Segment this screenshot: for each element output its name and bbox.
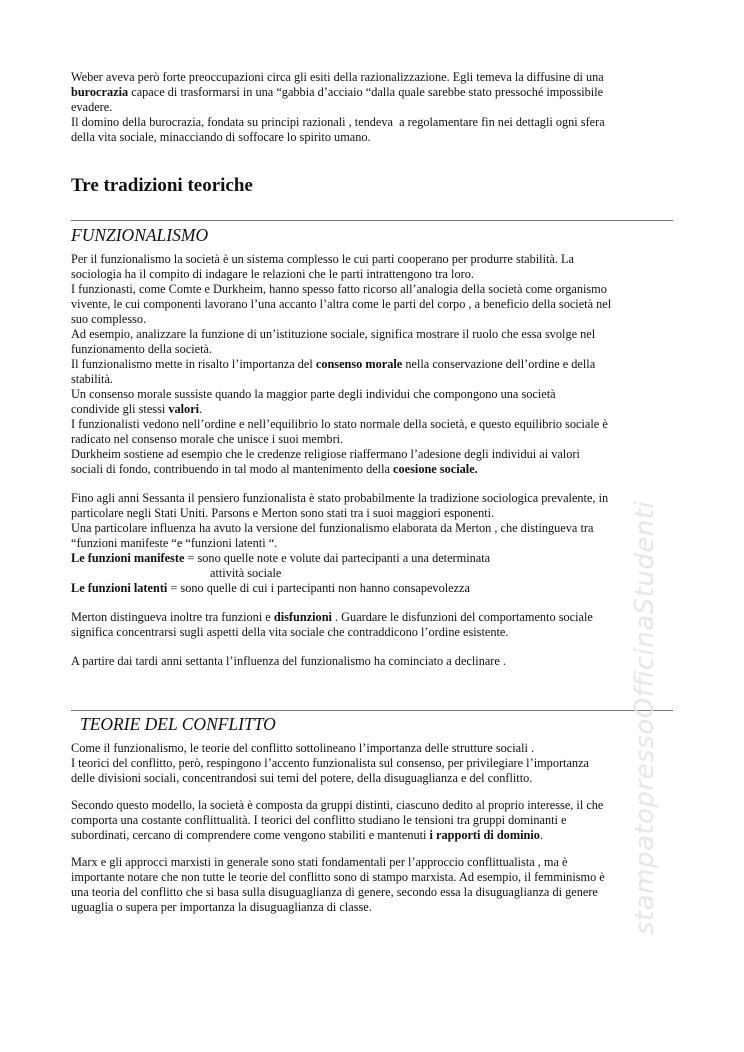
section-body-funzionalismo <box>71 252 681 669</box>
text-line <box>71 610 681 625</box>
text-line <box>71 252 681 267</box>
text-run: . <box>199 402 203 416</box>
text-line <box>71 654 681 669</box>
text-run: attività sociale <box>210 566 282 580</box>
text-line <box>71 282 681 297</box>
page-heading: Tre tradizioni teoriche <box>71 175 253 196</box>
text-run: una teoria del conflitto che si basa sulla disuguaglianza di genere, secondo essa la disuguaglianza di genere <box>71 885 598 899</box>
text-line <box>71 85 681 100</box>
bold-term: Le funzioni latenti <box>71 581 168 595</box>
text-run: funzionamento della società. <box>71 342 213 356</box>
text-run: stabilità. <box>71 372 114 386</box>
text-line <box>71 566 681 581</box>
text-run: radicato nel consenso morale che unisce i suoi membri. <box>71 432 344 446</box>
text-line <box>71 506 681 521</box>
bold-term: Le funzioni manifeste <box>71 551 185 565</box>
text-run: Un consenso morale sussiste quando la maggior parte degli individui che compongono una società <box>71 387 556 401</box>
text-line <box>71 267 681 282</box>
text-run: Marx e gli approcci marxisti in generale sono stati fondamentali per l’approccio conflittualista , ma è <box>71 855 568 869</box>
section-body-conflitto <box>71 741 681 915</box>
text-run: Fino agli anni Sessanta il pensiero funzionalista è stato probabilmente la tradizione sociologica prevalente, in <box>71 491 609 505</box>
text-run: . Guardare le disfunzioni del comportamento sociale <box>331 610 593 624</box>
text-run: . <box>539 828 543 842</box>
text-line <box>71 900 681 915</box>
text-run: evadere. <box>71 100 113 114</box>
text-line <box>71 741 681 756</box>
text-run: subordinati, cercano di comprendere come vengono stabiliti e mantenuti <box>71 828 430 842</box>
text-line <box>71 521 681 536</box>
text-line <box>71 491 681 506</box>
text-run: comporta una costante conflittualità. I teorici del conflitto studiano le tensioni tra gruppi dominanti e <box>71 813 567 827</box>
text-run: “funzioni manifeste “e “funzioni latenti “. <box>71 536 278 550</box>
text-line <box>71 447 681 462</box>
watermark: stampatopressoOfficinaStudenti <box>630 500 660 935</box>
section-divider <box>71 710 673 711</box>
blank-line <box>71 477 681 491</box>
text-line <box>71 417 681 432</box>
text-line <box>71 100 681 115</box>
text-run: Come il funzionalismo, le teorie del conflitto sottolineano l’importanza delle strutture sociali . <box>71 741 535 755</box>
blank-line <box>71 843 681 855</box>
text-line <box>71 387 681 402</box>
section-title-funzionalismo: FUNZIONALISMO <box>71 225 209 245</box>
text-run: suo complesso. <box>71 312 147 326</box>
text-line <box>71 342 681 357</box>
text-line <box>71 70 681 85</box>
text-line <box>71 870 681 885</box>
text-line <box>71 581 681 596</box>
text-line <box>71 372 681 387</box>
text-line <box>71 855 681 870</box>
text-run: Una particolare influenza ha avuto la versione del funzionalismo elaborata da Merton , che distingueva tra <box>71 521 594 535</box>
text-run: I teorici del conflitto, però, respingono l’accento funzionalista sul consenso, per privilegiare l’importanza <box>71 756 590 770</box>
blank-line <box>71 596 681 610</box>
text-run: Merton distingueva inoltre tra funzioni e <box>71 610 274 624</box>
text-run: Durkheim sostiene ad esempio che le credenze religiose riaffermano l’adesione degli individui ai valori <box>71 447 580 461</box>
text-run: sociologia ha il compito di indagare le relazioni che le parti intrattengono tra loro. <box>71 267 474 281</box>
text-line <box>71 312 681 327</box>
text-run: uguaglia o supera per importanza la disuguaglianza di classe. <box>71 900 372 914</box>
text-run: importante notare che non tutte le teorie del conflitto sono di stampo marxista. Ad esempio, il femminismo è <box>71 870 605 884</box>
text-line <box>71 885 681 900</box>
text-run: Il domino della burocrazia, fondata su principi razionali , tendeva a regolamentare fin nei dettagli ogni sfera <box>71 115 605 129</box>
text-line <box>71 432 681 447</box>
text-run: della vita sociale, minacciando di soffocare lo spirito umano. <box>71 130 371 144</box>
bold-term: consenso morale <box>315 357 403 371</box>
text-run: Il funzionalismo mette in risalto l’importanza del <box>71 357 316 371</box>
text-run: sociali di fondo, contribuendo in tal modo al mantenimento della <box>71 462 394 476</box>
bold-term: burocrazia <box>71 85 129 99</box>
section-divider <box>71 220 673 221</box>
text-line <box>71 357 681 372</box>
text-line <box>71 756 681 771</box>
text-line <box>71 551 681 566</box>
text-run: particolare negli Stati Uniti. Parsons e Merton sono stati tra i suoi maggiori esponenti. <box>71 506 495 520</box>
text-run: Weber aveva però forte preoccupazioni circa gli esiti della razionalizzazione. Egli temeva la diffusine di una <box>71 70 604 84</box>
text-line <box>71 536 681 551</box>
text-run: A partire dai tardi anni settanta l’influenza del funzionalismo ha cominciato a declinare . <box>71 654 507 668</box>
text-run: I funzionalisti vedono nell’ordine e nell’equilibrio lo stato normale della società, e questo equilibrio sociale è <box>71 417 608 431</box>
text-run: I funzionasti, come Comte e Durkheim, hanno spesso fatto ricorso all’analogia della società come organismo <box>71 282 607 296</box>
text-line <box>71 115 681 130</box>
section-title-conflitto: TEORIE DEL CONFLITTO <box>80 714 276 734</box>
text-run: significa concentrarsi sugli aspetti della vita sociale che contraddicono l’ordine esistente. <box>71 625 509 639</box>
intro-paragraph <box>71 70 681 145</box>
text-line <box>71 813 681 828</box>
text-line <box>71 297 681 312</box>
text-run: = sono quelle di cui i partecipanti non hanno consapevolezza <box>167 581 470 595</box>
bold-term: valori <box>168 402 200 416</box>
text-run: condivide gli stessi <box>71 402 169 416</box>
text-run: Ad esempio, analizzare la funzione di un’istituzione sociale, significa mostrare il ruolo che essa svolge nel <box>71 327 596 341</box>
text-run: vivente, le cui componenti lavorano l’una accanto l’altra come le parti del corpo , a beneficio della società nel <box>71 297 612 311</box>
text-line <box>71 625 681 640</box>
text-line <box>71 327 681 342</box>
text-line <box>71 130 681 145</box>
bold-term: coesione sociale. <box>393 462 478 476</box>
text-run: delle divisioni sociali, concentrandosi sui temi del potere, della disuguaglianza e del conflitto. <box>71 771 533 785</box>
text-run: Per il funzionalismo la società è un sistema complesso le cui parti cooperano per produrre stabilità. La <box>71 252 574 266</box>
blank-line <box>71 786 681 798</box>
text-line <box>71 402 681 417</box>
text-line <box>71 828 681 843</box>
text-run: nella conservazione dell’ordine e della <box>402 357 596 371</box>
text-line <box>71 798 681 813</box>
text-run: = sono quelle note e volute dai partecipanti a una determinata <box>184 551 491 565</box>
blank-line <box>71 640 681 654</box>
text-line <box>71 771 681 786</box>
text-run: capace di trasformarsi in una “gabbia d’acciaio “dalla quale sarebbe stato pressoché impossibile <box>128 85 604 99</box>
bold-term: i rapporti di dominio <box>429 828 540 842</box>
text-run: Secondo questo modello, la società è composta da gruppi distinti, ciascuno dedito al proprio interesse, il che <box>71 798 604 812</box>
text-line <box>71 462 681 477</box>
bold-term: disfunzioni <box>273 610 332 624</box>
